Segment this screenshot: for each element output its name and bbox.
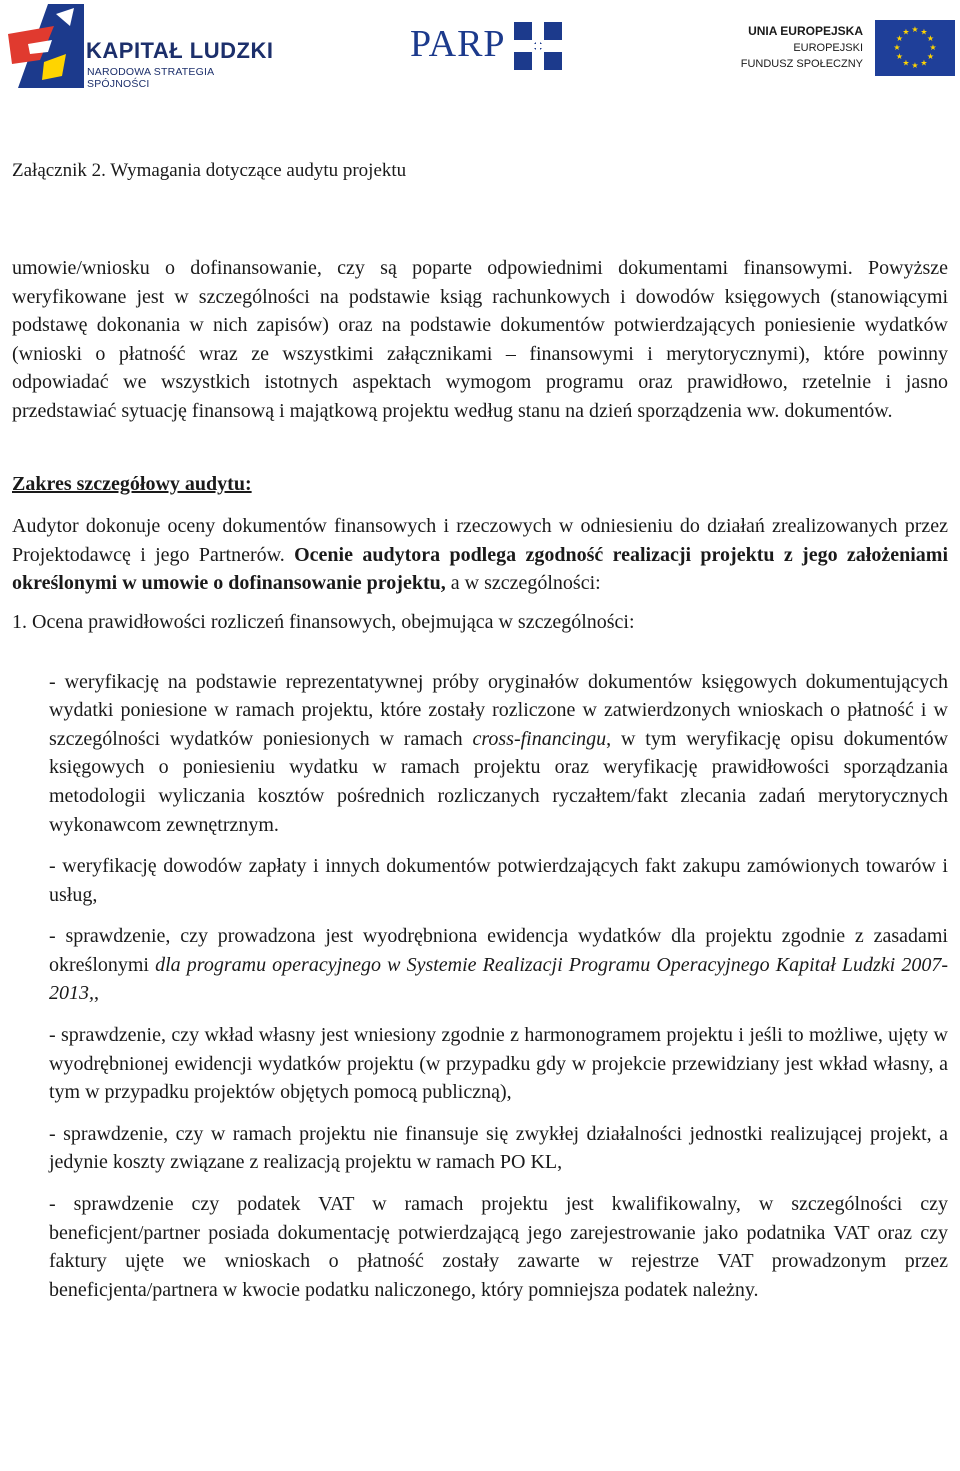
list-item: - sprawdzenie, czy wkład własny jest wniesiony zgodnie z harmonogramem projektu i jeśli to możliwe, ujęty w wyodrębnionej ewidencji wydatków projektu (w przypadku gdy w projekcie przewidziany jest wkład własny, a tym w przypadku projektów objętych pomocą publiczną), xyxy=(49,1024,948,1104)
bullet-3-italic: dla programu operacyjnego w Systemie Realizacji Programu Operacyjnego Kapitał Ludzki 2007-2013, xyxy=(49,953,949,1005)
eu-flag-icon xyxy=(875,20,955,76)
section-text-bold: Ocenie audytora podlega zgodność realizacji projektu z jego założeniami określonymi w umowie o dofinansowanie projektu, xyxy=(12,543,948,595)
document-body xyxy=(12,254,948,1317)
bullet-3-part1: - sprawdzenie, czy prowadzona jest wyodrębniona ewidencja wydatków dla projektu zgodnie z zasadami określonymi xyxy=(49,925,948,976)
parp-emblem-icon xyxy=(510,18,566,74)
section-heading: Zakres szczegółowy audytu: xyxy=(12,472,252,495)
eu-logo-line3: FUNDUSZ SPOŁECZNY xyxy=(740,58,863,70)
numbered-item: 1. Ocena prawidłowości rozliczeń finansowych, obejmująca w szczególności: xyxy=(12,610,635,633)
kapital-ludzki-subtitle: NARODOWA STRATEGIA SPÓJNOŚCI xyxy=(87,66,214,90)
kapital-ludzki-logo xyxy=(8,4,278,88)
section-text-plain: Audytor dokonuje oceny dokumentów finansowych i rzeczowych w odniesieniu do działań zrealizowanych przez Projektodawcę i jego Partnerów. xyxy=(12,515,948,566)
eu-logo xyxy=(740,18,955,78)
svg-text:★: ★ xyxy=(902,58,910,68)
svg-text:★: ★ xyxy=(895,52,904,61)
svg-text:★: ★ xyxy=(926,52,935,61)
eu-logo-line2: EUROPEJSKI xyxy=(793,42,863,54)
svg-text:★: ★ xyxy=(929,43,937,52)
svg-text:★: ★ xyxy=(920,58,928,68)
svg-text:★: ★ xyxy=(902,27,910,37)
svg-text:★: ★ xyxy=(895,34,904,43)
parp-logo xyxy=(410,18,570,78)
section-paragraph xyxy=(12,512,948,598)
kapital-ludzki-title: KAPITAŁ LUDZKI xyxy=(86,38,274,63)
svg-text:★: ★ xyxy=(926,34,935,43)
bullet-1-italic: cross-financingu xyxy=(472,727,607,750)
list-item: - sprawdzenie, czy w ramach projektu nie finansuje się zwykłej działalności jednostki realizującej projekt, a jedynie koszty związane z realizacją projektu w ramach PO KL, xyxy=(49,1122,948,1174)
bullet-1-part2: , w tym weryfikację opisu dokumentów księgowych o poniesieniu wydatku w ramach projektu oraz weryfikację prawidłowości sporządzania metodologii wyliczania kosztów pośrednich rozliczanych ryczałtem/fakt zlecania zadań merytorycznych wykonawcom zewnętrznym. xyxy=(49,727,949,836)
page-header xyxy=(0,0,960,90)
annex-title: Załącznik 2. Wymagania dotyczące audytu projektu xyxy=(12,160,407,181)
eu-logo-line1: UNIA EUROPEJSKA xyxy=(748,24,863,38)
parp-logo-text: PARP xyxy=(410,23,506,65)
list-item xyxy=(49,922,948,1008)
bullet-1-part1: - weryfikację na podstawie reprezentatywnej próby oryginałów dokumentów księgowych dokumentujących wydatki poniesione w ramach projektu, które zostały rozliczone w zatwierdzonych wnioskach o płatność i w szczególności wydatków poniesionych w ramach xyxy=(49,670,948,750)
list-item: - weryfikację dowodów zapłaty i innych dokumentów potwierdzających fakt zakupu zamówionych towarów i usług, xyxy=(49,855,948,906)
section-text-tail: a w szczególności: xyxy=(450,572,601,595)
svg-text:★: ★ xyxy=(920,27,928,37)
svg-text:★: ★ xyxy=(911,25,919,34)
svg-text:★: ★ xyxy=(911,61,919,70)
list-item: - sprawdzenie czy podatek VAT w ramach projektu jest kwalifikowalny, w szczególności czy beneficjent/partner posiada dokumentację potwierdzającą jego zarejestrowanie jako podatnika VAT oraz czy faktury ujęte we wnioskach o płatność zostały zawarte w rejestrze VAT prowadzonym przez beneficjenta/partnera w kwocie podatku naliczonego, który pomniejsza podatek należny. xyxy=(49,1193,948,1301)
intro-paragraph: umowie/wniosku o dofinansowanie, czy są poparte odpowiednimi dokumentami finansowymi. Powyższe weryfikowane jest w szczególności na podstawie ksiąg rachunkowych i dowodów księgowych (stanowiącymi podstawę dokonania w nich zapisów) oraz na podstawie dokumentów potwierdzających poniesienie wydatków (wnioski o płatność wraz ze wszystkimi załącznikami – finansowymi i merytorycznymi), które powinny odpowiadać we wszystkich istotnych aspektach wymogom programu oraz prawidłowo, rzetelnie i jasno przedstawiać sytuację finansową i majątkową projektu według stanu na dzień sporządzenia ww. dokumentów. xyxy=(12,257,948,422)
svg-text:★: ★ xyxy=(893,43,901,52)
list-item xyxy=(49,668,948,840)
bullet-3-part2: , xyxy=(94,982,99,1005)
kapital-ludzki-emblem-icon xyxy=(8,4,84,88)
